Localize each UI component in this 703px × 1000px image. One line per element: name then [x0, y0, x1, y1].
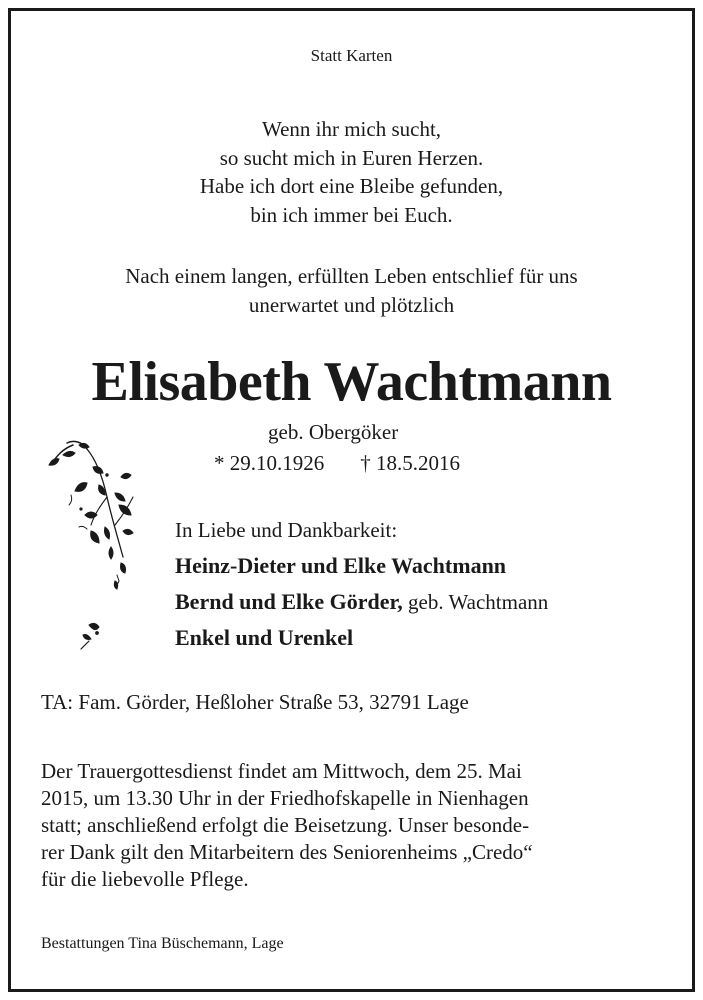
service-notice — [41, 758, 533, 893]
birth-name: geb. Obergöker — [268, 420, 399, 444]
mourners-block — [175, 512, 548, 656]
deceased-name: Elisabeth Wachtmann — [91, 351, 612, 413]
intro-text — [0, 262, 703, 319]
service-line: 2015, um 13.30 Uhr in der Friedhofskapelle in Nienhagen — [41, 786, 529, 810]
birth-date: * 29.10.1926 — [214, 451, 325, 475]
mourner-birth-name: geb. Wachtmann — [402, 590, 549, 614]
poem-line: so sucht mich in Euren Herzen. — [219, 145, 484, 170]
intro-line: Nach einem langen, erfüllten Leben entschlief für uns — [125, 264, 578, 288]
poem-line: Wenn ihr mich sucht, — [261, 117, 442, 141]
leaf-branch-icon — [45, 435, 140, 665]
mourners-intro: In Liebe und Dankbarkeit: — [175, 518, 398, 542]
life-dates — [214, 451, 460, 476]
mourner-line — [175, 584, 548, 620]
service-line: rer Dank gilt den Mitarbeitern des Seniorenheims „Credo“ — [41, 840, 533, 864]
service-line: für die liebevolle Pflege. — [41, 867, 249, 891]
poem — [0, 115, 703, 229]
death-date: † 18.5.2016 — [360, 451, 460, 475]
poem-line: bin ich immer bei Euch. — [250, 202, 453, 227]
funeral-home: Bestattungen Tina Büschemann, Lage — [41, 935, 284, 952]
mourner-line: Heinz-Dieter und Elke Wachtmann — [175, 553, 507, 578]
contact-address: TA: Fam. Görder, Heßloher Straße 53, 32791 Lage — [41, 690, 469, 714]
mourner-names: Bernd und Elke Görder, — [175, 589, 403, 614]
header-text: Statt Karten — [310, 46, 393, 65]
mourner-line: Enkel und Urenkel — [175, 625, 354, 650]
service-line: statt; anschließend erfolgt die Beisetzung. Unser besonde- — [41, 813, 530, 837]
poem-line: Habe ich dort eine Bleibe gefunden, — [199, 174, 504, 198]
intro-line: unerwartet und plötzlich — [248, 292, 455, 317]
service-line: Der Trauergottesdienst findet am Mittwoch, dem 25. Mai — [41, 759, 522, 783]
